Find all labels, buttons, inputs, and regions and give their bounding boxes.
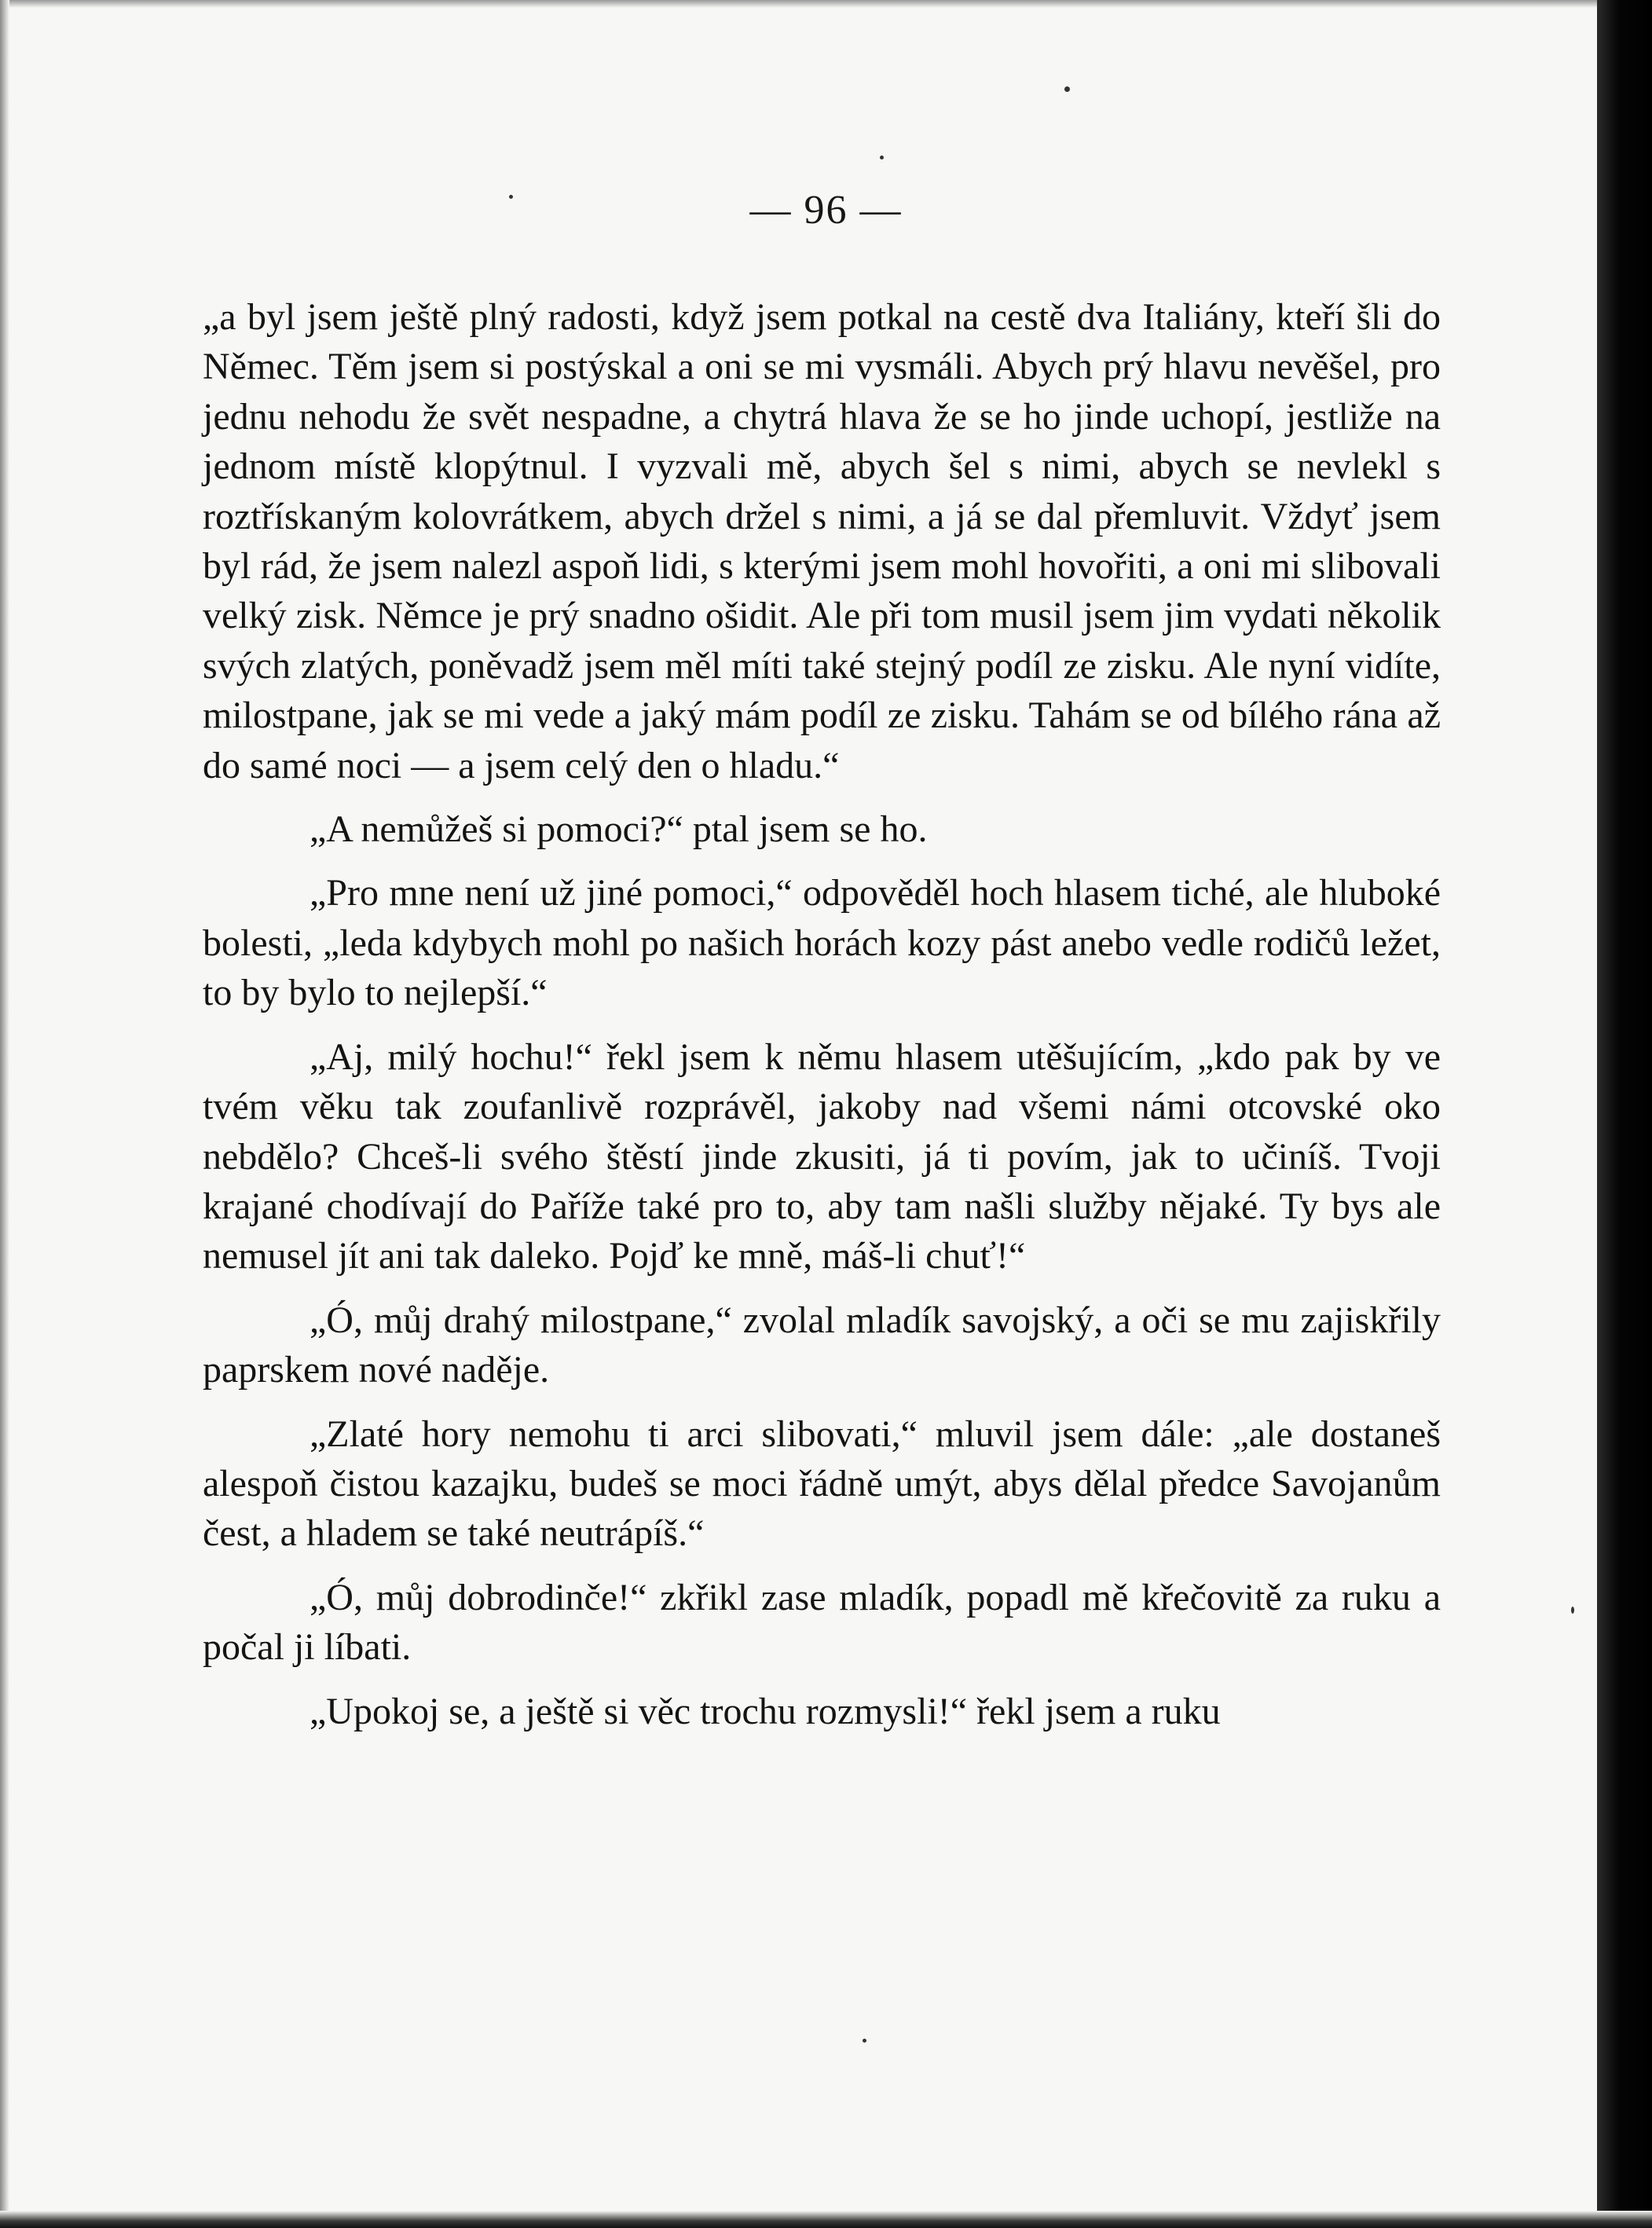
paragraph: „Zlaté hory nemohu ti arci slibovati,“ mluvil jsem dále: „ale dostaneš alespoň čistou kazajku, budeš se moci řádně umýt, abys dělal předce Savojanům čest, a hladem se také neutrápíš.“: [203, 1413, 1441, 1555]
scan-speck: [1064, 86, 1070, 92]
page-number: — 96 —: [749, 188, 903, 233]
paragraph: „Upokoj se, a ještě si věc trochu rozmysli!“ řekl jsem a ruku: [310, 1690, 1221, 1732]
scan-speck: [880, 156, 884, 159]
paragraph: „Ó, můj dobrodinče!“ zkřikl zase mladík, popadl mě křečovitě za ruku a počal ji líbati.: [203, 1576, 1441, 1669]
scan-speck: [863, 2039, 866, 2043]
scan-speck: [1571, 1607, 1574, 1614]
paragraph: „Aj, milý hochu!“ řekl jsem k němu hlasem utěšujícím, „kdo pak by ve tvém věku tak zoufanlivě rozprávěl, jakoby nad všemi námi otcovské oko nebdělo? Chceš-li svého štěstí jinde zkusiti, já ti povím, jak to učiníš. Tvoji krajané chodívají do Paříže také pro to, aby tam našli služby nějaké. Ty bys ale nemusel jít ani tak daleko. Pojď ke mně, máš-li chuť!“: [203, 1035, 1441, 1277]
page-right-edge: [1597, 0, 1652, 2228]
paragraph: „a byl jsem ještě plný radosti, když jsem potkal na cestě dva Italiány, kteří šli do Němec. Těm jsem si postýskal a oni se mi vysmáli. Abych prý hlavu nevěšel, pro jednu nehodu že svět nespadne, a chytrá hlava že se ho jinde uchopí, jestliže na jednom místě klopýtnul. I vyzvali mě, abych šel s nimi, abych se nevlekl s roztřískaným kolovrátkem, abych držel s nimi, a já se dal přemluvit. Vždyť jsem byl rád, že jsem nalezl aspoň lidi, s kterými jsem mohl hovořiti, a oni mi slibovali velký zisk. Němce je prý snadno ošidit. Ale při tom musil jsem jim vydati několik svých zlatých, poněvadž jsem měl míti také stejný podíl ze zisku. Ale nyní vidíte, milostpane, jak se mi vede a jaký mám podíl ze zisku. Tahám se od bílého rána až do samé noci — a jsem celý den o hladu.“: [203, 296, 1441, 786]
page-left-edge: [0, 0, 9, 2228]
page-top-edge: [0, 0, 1652, 8]
paragraph: „Pro mne není už jiné pomoci,“ odpověděl hoch hlasem tiché, ale hluboké bolesti, „leda kdybych mohl po našich horách kozy pást anebo vedle rodičů ležet, to by bylo to nejlepší.“: [203, 872, 1441, 1014]
page-bottom-edge: [0, 2211, 1652, 2228]
body-text: [203, 292, 1441, 1750]
paragraph: „A nemůžeš si pomoci?“ ptal jsem se ho.: [310, 808, 928, 851]
paragraph: „Ó, můj drahý milostpane,“ zvolal mladík savojský, a oči se mu zajiskřily paprskem nové naděje.: [203, 1299, 1441, 1391]
